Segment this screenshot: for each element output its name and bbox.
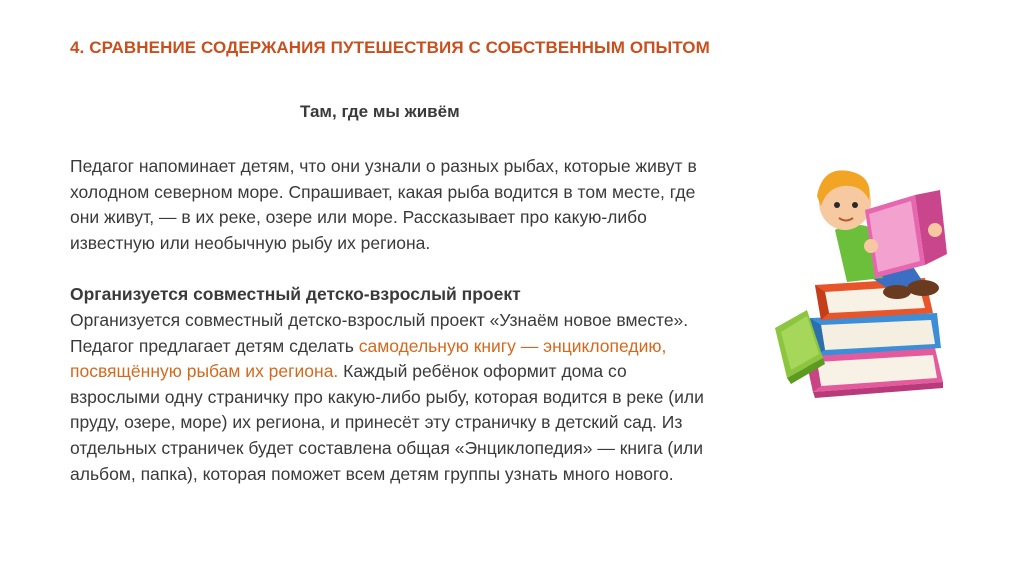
- project-highlight: самодельную книгу — энциклопедию, посвящённую рыбам их региона.: [70, 335, 667, 382]
- project-text-end: Каждый ребёнок оформит дома со взрослыми одну страничку про какую-либо рыбу, которая водится в реке (или пруду, озере, море) их региона, и принесёт эту страничку в детский сад. Из отдельных страничек будет составлена общая «Энциклопедия» — книга (или альбом, папка), которая поможет всем детям группы узнать много нового.: [70, 361, 704, 484]
- slide-title: 4. СРАВНЕНИЕ СОДЕРЖАНИЯ ПУТЕШЕСТВИЯ С СОБСТВЕННЫМ ОПЫТОМ: [70, 38, 710, 57]
- child-reading-on-books-icon: [765, 150, 955, 400]
- project-heading: Организуется совместный детско-взрослый проект: [70, 284, 521, 305]
- intro-paragraph: Педагог напоминает детям, что они узнали о разных рыбах, которые живут в холодном северном море. Спрашивает, какая рыба водится в том месте, где они живут, — в их реке, озере или море. Рассказывает про какую-либо известную или необычную рыбу их региона.: [70, 156, 697, 253]
- project-paragraph: [70, 308, 710, 487]
- section-subtitle: Там, где мы живём: [300, 102, 460, 121]
- body-text: [70, 154, 710, 487]
- child-figure-icon: [817, 170, 947, 299]
- project-text-start: Организуется совместный детско-взрослый проект «Узнаём новое вместе». Педагог предлагает детям сделать: [70, 309, 689, 356]
- book-stack-icon: [775, 278, 943, 398]
